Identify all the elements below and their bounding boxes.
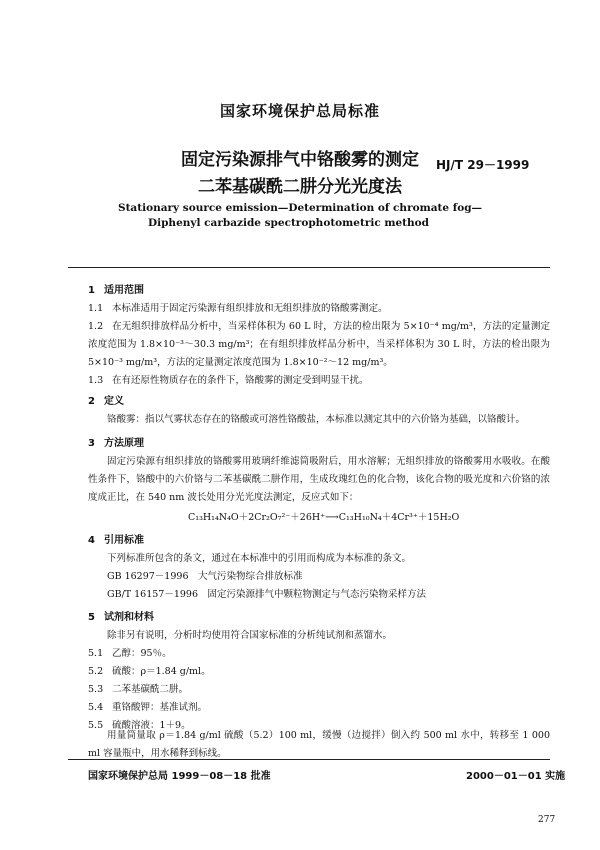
implementation-date: 2000－01－01 实施	[466, 771, 566, 782]
principle-text: 固定污染源有组织排放的铬酸雾用玻璃纤维滤筒吸附后，用水溶解；无组织排放的铬酸雾用水吸收。在酸性条件下，铬酸中的六价铬与二苯基碳酰二肼作用，生成玫瑰红色的化合物，该化合物的吸光度和六价铬的浓度成正比，在 540 nm 波长处用分光光度法测定，反应式如下：	[88, 456, 550, 503]
standard-number: HJ/T 29－1999	[436, 158, 530, 172]
references-intro: 下列标准所包含的条文，通过在本标准中的引用而构成为本标准的条文。	[107, 553, 412, 564]
section-3-heading	[88, 434, 144, 449]
clause-5-2-no: 5.2	[88, 666, 104, 677]
clause-5-4-text: 重铬酸钾：基准试剂。	[112, 702, 208, 713]
title-cn-line2: 二苯基碳酰二肼分光光度法	[198, 177, 402, 197]
reference-gb16297: GB 16297－1996 大气污染物综合排放标准	[107, 571, 303, 582]
section-2-heading	[88, 392, 124, 407]
clause-1-3-text: 在有还原性物质存在的条件下，铬酸雾的测定受到明显干扰。	[112, 375, 369, 386]
clause-1-2-no: 1.2	[88, 321, 104, 332]
reaction-formula: C₁₃H₁₄N₄O＋2Cr₂O₇²⁻＋26H⁺⟶C₁₃H₁₀N₄＋4Cr³⁺＋15H₂O	[188, 512, 460, 523]
section-4-title: 引用标准	[104, 535, 144, 546]
section-5-num: 5	[88, 612, 95, 623]
reference-gb16157: GB/T 16157－1996 固定污染源排气中颗粒物测定与气态污染物采样方法	[107, 589, 427, 600]
clause-1-3-no: 1.3	[88, 375, 104, 386]
approval-date: 国家环境保护总局 1999－08－18 批准	[88, 771, 271, 782]
clause-5-1-no: 5.1	[88, 648, 104, 659]
section-4-num: 4	[88, 535, 95, 546]
section-5-heading	[88, 608, 154, 623]
title-cn-line1: 固定污染源排气中铬酸雾的测定	[181, 150, 419, 170]
clause-1-1	[88, 300, 550, 318]
reagents-intro: 除非另有说明，分析时均使用符合国家标准的分析纯试剂和蒸馏水。	[107, 630, 393, 641]
clause-5-4-no: 5.4	[88, 702, 104, 713]
clause-1-3	[88, 372, 550, 390]
section-1-num: 1	[88, 285, 95, 296]
definition-text: 铬酸雾：指以气雾状态存在的铬酸或可溶性铬酸盐，本标准以测定其中的六价铬为基础，以铬酸计。	[107, 414, 526, 425]
clause-5-1-text: 乙醇：95％。	[112, 648, 172, 659]
section-4-heading	[88, 531, 144, 546]
clause-5-3	[88, 681, 550, 699]
title-en-line1: Stationary source emission—Determination of chromate fog—	[118, 202, 483, 214]
clause-1-1-no: 1.1	[88, 303, 104, 314]
section-2-title: 定义	[104, 396, 124, 407]
bottom-divider	[68, 759, 550, 760]
clause-1-1-text: 本标准适用于固定污染源有组织排放和无组织排放的铬酸雾测定。	[112, 303, 388, 314]
clause-5-3-no: 5.3	[88, 684, 104, 695]
clause-5-5-no: 5.5	[88, 720, 104, 731]
issuer-title: 国家环境保护总局标准	[219, 102, 380, 120]
clause-5-2	[88, 663, 550, 681]
clause-1-2-text: 在无组织排放样品分析中，当采样体积为 60 L 时，方法的检出限为 5×10⁻⁴ mg/m³，方法的定量测定浓度范围为 1.8×10⁻³～30.3 mg/m³；在有组织排放样品分析中，当采样体积为 30 L 时，方法的检出限为 5×10⁻³ mg/m³，方法的定量测定浓度范围为 1.8×10⁻²～12 mg/m³。	[88, 321, 550, 368]
clause-1-2	[88, 318, 550, 372]
page-number: 277	[538, 815, 556, 825]
section-1-heading	[88, 281, 144, 296]
clause-5-4	[88, 699, 550, 717]
section-3-title: 方法原理	[104, 438, 144, 449]
section-1-title: 适用范围	[104, 285, 144, 296]
section-5-title: 试剂和材料	[104, 612, 154, 623]
clause-5-5-note: 用量筒量取 ρ＝1.84 g/ml 硫酸（5.2）100 ml，缓慢（边搅拌）倒入约 500 ml 水中，转移至 1 000 ml 容量瓶中，用水稀释到标线。	[88, 730, 550, 759]
section-2-num: 2	[88, 396, 95, 407]
title-en-line2: Diphenyl carbazide spectrophotometric method	[148, 217, 430, 229]
clause-5-2-text: 硫酸：ρ＝1.84 g/ml。	[112, 666, 211, 677]
top-divider	[68, 267, 550, 268]
clause-5-1	[88, 645, 550, 663]
clause-5-3-text: 二苯基碳酰二肼。	[112, 684, 189, 695]
clause-5-5-text: 硫酸溶液：1＋9。	[112, 720, 191, 731]
section-3-num: 3	[88, 438, 95, 449]
